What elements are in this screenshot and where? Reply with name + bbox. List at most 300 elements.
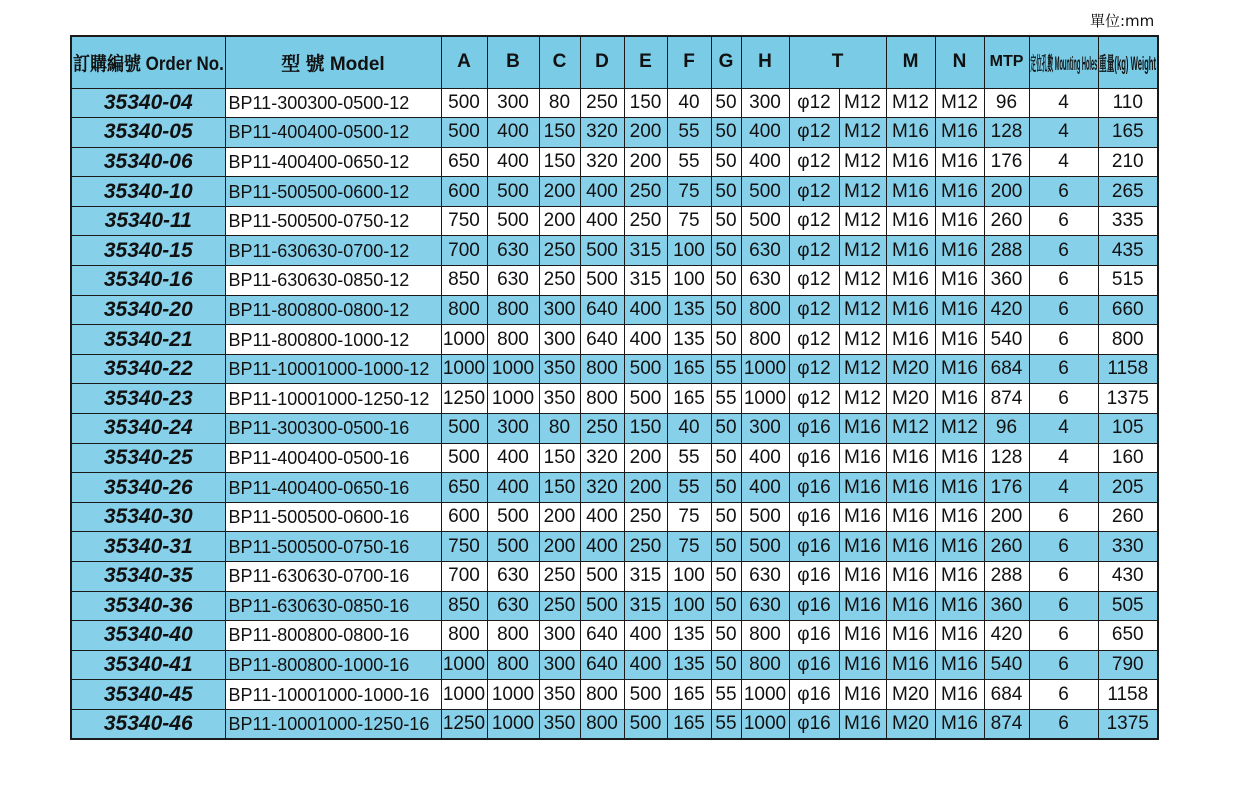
cell-text: φ12: [797, 328, 831, 350]
cell-text: M16: [941, 239, 978, 261]
cell-weight: [1098, 532, 1158, 562]
cell-text: M20: [892, 358, 929, 380]
cell-text: 50: [715, 121, 737, 143]
cell-text: 300: [749, 91, 781, 113]
cell-h: [741, 621, 789, 651]
cell-text: M16: [844, 417, 881, 439]
cell-text: 640: [586, 328, 618, 350]
cell-text: M12: [892, 91, 929, 113]
cell-h: [741, 680, 789, 710]
cell-a: [441, 591, 487, 621]
cell-weight: [1098, 562, 1158, 592]
cell-text: 250: [543, 269, 576, 291]
cell-text: 400: [749, 121, 781, 143]
cell-g: [711, 147, 741, 177]
cell-text: 500: [749, 180, 781, 202]
cell-text: 500: [629, 683, 662, 705]
cell-f: [667, 562, 711, 592]
cell-text: 55: [678, 121, 700, 143]
cell-b: [487, 532, 539, 562]
cell-text: 350: [543, 358, 576, 380]
cell-text: 96: [995, 91, 1018, 113]
cell-e: [624, 502, 667, 532]
cell-m: [886, 354, 935, 384]
cell-f: [667, 206, 711, 236]
cell-text: 55: [715, 387, 737, 409]
cell-d: [580, 414, 624, 444]
cell-text: 205: [1111, 476, 1144, 498]
cell-m: [886, 621, 935, 651]
cell-order-no: [71, 384, 225, 414]
cell-a: [441, 709, 487, 739]
cell-weight: [1098, 118, 1158, 148]
cell-text: 50: [715, 180, 737, 202]
cell-text: 35340-20: [103, 297, 193, 321]
cell-text: BP11-800800-1000-12: [228, 329, 410, 350]
cell-text: φ12: [797, 387, 831, 409]
cell-text: 700: [448, 239, 480, 261]
cell-n: [935, 118, 984, 148]
cell-mtp: [984, 532, 1029, 562]
cell-text: M12: [844, 210, 881, 232]
cell-f: [667, 118, 711, 148]
table-row: [71, 414, 1158, 444]
cell-model: [225, 236, 441, 266]
cell-text: M16: [892, 328, 929, 350]
cell-text: M12: [844, 328, 881, 350]
cell-text: BP11-400400-0650-12: [228, 151, 410, 172]
cell-f: [667, 650, 711, 680]
cell-text: 75: [678, 210, 700, 232]
cell-text: 200: [543, 210, 576, 232]
cell-m: [886, 295, 935, 325]
cell-model: [225, 414, 441, 444]
cell-c: [539, 621, 580, 651]
cell-weight: [1098, 443, 1158, 473]
cell-d: [580, 502, 624, 532]
cell-g: [711, 502, 741, 532]
cell-text: D: [595, 51, 609, 73]
cell-c: [539, 118, 580, 148]
cell-e: [624, 384, 667, 414]
cell-t-bolt: [789, 414, 839, 444]
cell-text: 1000: [743, 713, 787, 735]
cell-f: [667, 147, 711, 177]
cell-d: [580, 680, 624, 710]
cell-text: 150: [543, 150, 576, 172]
cell-model: [225, 325, 441, 355]
cell-e: [624, 591, 667, 621]
cell-text: 400: [497, 476, 529, 498]
cell-text: φ12: [797, 210, 831, 232]
cell-text: 96: [995, 417, 1018, 439]
cell-text: 150: [543, 121, 576, 143]
cell-weight: [1098, 88, 1158, 118]
cell-order-no: [71, 532, 225, 562]
cell-text: M16: [941, 298, 978, 320]
cell-t-thread: [839, 118, 886, 148]
cell-t-thread: [839, 502, 886, 532]
cell-text: 1000: [491, 358, 535, 380]
cell-mtp: [984, 266, 1029, 296]
cell-text: 640: [586, 298, 618, 320]
cell-text: φ16: [797, 535, 831, 557]
header-d: [580, 36, 624, 88]
cell-mtp: [984, 236, 1029, 266]
cell-n: [935, 502, 984, 532]
cell-m: [886, 680, 935, 710]
cell-text: G: [718, 51, 734, 73]
cell-t-bolt: [789, 266, 839, 296]
cell-text: 800: [497, 298, 529, 320]
cell-t-thread: [839, 206, 886, 236]
cell-text: 75: [678, 180, 700, 202]
cell-text: M20: [892, 683, 929, 705]
cell-order-no: [71, 147, 225, 177]
cell-mounting-holes: [1029, 354, 1098, 384]
cell-text: 135: [673, 654, 705, 676]
cell-text: 型 號 Model: [281, 53, 385, 75]
cell-text: M12: [941, 417, 978, 439]
cell-mtp: [984, 88, 1029, 118]
cell-b: [487, 354, 539, 384]
cell-text: 100: [673, 239, 705, 261]
cell-text: 800: [497, 624, 529, 646]
cell-text: 500: [629, 387, 662, 409]
cell-d: [580, 206, 624, 236]
header-row: [71, 36, 1158, 88]
cell-text: BP11-500500-0750-16: [228, 536, 410, 557]
cell-mounting-holes: [1029, 118, 1098, 148]
cell-t-bolt: [789, 709, 839, 739]
cell-mounting-holes: [1029, 88, 1098, 118]
cell-text: 1250: [442, 713, 486, 735]
cell-b: [487, 502, 539, 532]
cell-c: [539, 709, 580, 739]
cell-n: [935, 236, 984, 266]
cell-f: [667, 473, 711, 503]
cell-text: 35340-11: [104, 209, 192, 233]
cell-c: [539, 206, 580, 236]
cell-mounting-holes: [1029, 147, 1098, 177]
cell-text: BP11-10001000-1250-12: [228, 388, 430, 409]
cell-order-no: [71, 473, 225, 503]
cell-text: φ12: [797, 298, 831, 320]
cell-text: M16: [941, 180, 978, 202]
cell-m: [886, 591, 935, 621]
cell-f: [667, 532, 711, 562]
cell-text: 135: [673, 328, 705, 350]
cell-text: M20: [892, 713, 929, 735]
table-row: [71, 591, 1158, 621]
cell-weight: [1098, 236, 1158, 266]
cell-text: M12: [844, 239, 881, 261]
cell-text: 35340-04: [103, 90, 193, 114]
cell-m: [886, 414, 935, 444]
cell-t-thread: [839, 562, 886, 592]
cell-text: 850: [448, 594, 480, 616]
cell-mtp: [984, 621, 1029, 651]
cell-text: M16: [844, 506, 881, 528]
cell-mounting-holes: [1029, 177, 1098, 207]
cell-text: 335: [1111, 210, 1144, 232]
cell-text: M16: [941, 150, 978, 172]
cell-text: E: [639, 51, 652, 73]
cell-c: [539, 266, 580, 296]
cell-weight: [1098, 266, 1158, 296]
cell-weight: [1098, 354, 1158, 384]
cell-t-thread: [839, 532, 886, 562]
cell-m: [886, 502, 935, 532]
cell-mounting-holes: [1029, 532, 1098, 562]
cell-text: 200: [990, 506, 1023, 528]
cell-text: 320: [586, 150, 618, 172]
cell-t-thread: [839, 473, 886, 503]
cell-e: [624, 562, 667, 592]
cell-text: 400: [497, 121, 529, 143]
cell-text: 50: [715, 565, 737, 587]
cell-text: 165: [1111, 121, 1144, 143]
cell-text: M16: [941, 535, 978, 557]
cell-f: [667, 325, 711, 355]
cell-weight: [1098, 591, 1158, 621]
cell-a: [441, 147, 487, 177]
cell-text: 1375: [1106, 387, 1149, 409]
cell-text: 800: [497, 654, 529, 676]
cell-a: [441, 414, 487, 444]
cell-e: [624, 266, 667, 296]
cell-text: 540: [990, 328, 1023, 350]
cell-mtp: [984, 295, 1029, 325]
cell-model: [225, 532, 441, 562]
cell-a: [441, 177, 487, 207]
cell-f: [667, 621, 711, 651]
cell-text: 265: [1111, 180, 1144, 202]
cell-text: M16: [941, 654, 978, 676]
cell-h: [741, 266, 789, 296]
cell-text: 300: [543, 624, 576, 646]
cell-order-no: [71, 680, 225, 710]
cell-text: 35340-45: [103, 682, 193, 706]
cell-d: [580, 650, 624, 680]
table-row: [71, 562, 1158, 592]
cell-text: 400: [586, 180, 618, 202]
cell-text: M16: [941, 358, 978, 380]
cell-text: 500: [448, 417, 480, 439]
cell-model: [225, 206, 441, 236]
cell-b: [487, 236, 539, 266]
cell-text: 1250: [442, 387, 486, 409]
cell-text: BP11-500500-0600-16: [228, 507, 410, 528]
cell-m: [886, 473, 935, 503]
cell-g: [711, 295, 741, 325]
cell-e: [624, 414, 667, 444]
cell-g: [711, 532, 741, 562]
cell-mounting-holes: [1029, 591, 1098, 621]
table-row: [71, 650, 1158, 680]
cell-weight: [1098, 621, 1158, 651]
cell-text: M16: [941, 683, 978, 705]
cell-a: [441, 473, 487, 503]
cell-t-thread: [839, 354, 886, 384]
cell-text: 250: [543, 239, 576, 261]
cell-text: 50: [715, 535, 737, 557]
cell-f: [667, 354, 711, 384]
cell-text: 1000: [442, 683, 486, 705]
cell-text: M16: [941, 506, 978, 528]
cell-c: [539, 236, 580, 266]
cell-t-bolt: [789, 532, 839, 562]
cell-text: B: [506, 51, 520, 73]
cell-text: 1158: [1107, 683, 1149, 705]
cell-t-thread: [839, 295, 886, 325]
cell-t-bolt: [789, 206, 839, 236]
cell-model: [225, 295, 441, 325]
cell-mtp: [984, 709, 1029, 739]
cell-text: 55: [715, 683, 737, 705]
cell-b: [487, 709, 539, 739]
cell-g: [711, 118, 741, 148]
cell-text: 6: [1058, 387, 1069, 409]
cell-m: [886, 384, 935, 414]
cell-text: 35340-22: [103, 357, 193, 381]
cell-c: [539, 532, 580, 562]
cell-h: [741, 325, 789, 355]
cell-h: [741, 354, 789, 384]
cell-f: [667, 414, 711, 444]
cell-g: [711, 325, 741, 355]
cell-a: [441, 650, 487, 680]
cell-text: 1000: [491, 387, 535, 409]
cell-n: [935, 206, 984, 236]
cell-order-no: [71, 118, 225, 148]
cell-text: T: [831, 51, 844, 73]
cell-text: BP11-630630-0850-16: [228, 595, 410, 616]
cell-order-no: [71, 709, 225, 739]
cell-mtp: [984, 384, 1029, 414]
cell-order-no: [71, 621, 225, 651]
cell-text: 4: [1058, 417, 1069, 439]
cell-text: 6: [1058, 506, 1069, 528]
cell-mtp: [984, 680, 1029, 710]
cell-text: φ16: [797, 713, 831, 735]
cell-model: [225, 473, 441, 503]
cell-d: [580, 384, 624, 414]
cell-text: 350: [543, 683, 576, 705]
cell-t-bolt: [789, 562, 839, 592]
cell-text: 50: [715, 91, 737, 113]
cell-text: 800: [749, 624, 781, 646]
cell-text: 540: [990, 654, 1023, 676]
cell-h: [741, 384, 789, 414]
cell-order-no: [71, 414, 225, 444]
cell-text: 100: [673, 594, 705, 616]
cell-weight: [1098, 325, 1158, 355]
cell-text: MTP: [989, 53, 1024, 71]
cell-text: 128: [990, 121, 1023, 143]
cell-text: 420: [990, 298, 1023, 320]
cell-c: [539, 680, 580, 710]
cell-text: φ16: [797, 506, 831, 528]
cell-text: φ16: [797, 624, 831, 646]
cell-text: M16: [941, 476, 978, 498]
cell-text: 400: [629, 624, 662, 646]
cell-e: [624, 621, 667, 651]
cell-model: [225, 709, 441, 739]
cell-a: [441, 295, 487, 325]
cell-text: 420: [990, 624, 1023, 646]
cell-e: [624, 709, 667, 739]
cell-f: [667, 88, 711, 118]
cell-n: [935, 562, 984, 592]
cell-text: 1000: [743, 358, 787, 380]
cell-text: M16: [892, 150, 929, 172]
cell-g: [711, 206, 741, 236]
cell-text: 250: [586, 417, 618, 439]
cell-c: [539, 591, 580, 621]
cell-mtp: [984, 354, 1029, 384]
cell-g: [711, 414, 741, 444]
cell-d: [580, 118, 624, 148]
cell-text: 800: [448, 624, 480, 646]
cell-text: 500: [586, 269, 618, 291]
cell-text: M12: [941, 91, 978, 113]
cell-t-bolt: [789, 118, 839, 148]
cell-t-bolt: [789, 473, 839, 503]
cell-text: BP11-500500-0750-12: [228, 211, 410, 232]
cell-text: 50: [715, 298, 737, 320]
cell-text: 260: [990, 535, 1023, 557]
cell-text: 650: [448, 150, 480, 172]
cell-text: 630: [497, 594, 529, 616]
cell-mtp: [984, 562, 1029, 592]
cell-text: M16: [941, 624, 978, 646]
cell-text: M16: [844, 713, 881, 735]
cell-n: [935, 443, 984, 473]
cell-n: [935, 414, 984, 444]
cell-g: [711, 88, 741, 118]
cell-text: M16: [892, 210, 929, 232]
cell-text: φ12: [797, 121, 831, 143]
cell-c: [539, 473, 580, 503]
cell-text: 500: [497, 180, 529, 202]
cell-text: 35340-41: [103, 653, 193, 677]
cell-t-bolt: [789, 88, 839, 118]
cell-text: 320: [586, 476, 618, 498]
cell-text: φ12: [797, 269, 831, 291]
cell-a: [441, 266, 487, 296]
cell-a: [441, 206, 487, 236]
cell-text: BP11-800800-0800-16: [228, 625, 410, 646]
cell-order-no: [71, 325, 225, 355]
cell-e: [624, 473, 667, 503]
cell-text: 300: [497, 91, 529, 113]
cell-text: BP11-10001000-1000-16: [228, 684, 430, 705]
table-row: [71, 709, 1158, 739]
cell-text: 165: [673, 683, 705, 705]
cell-text: M16: [892, 594, 929, 616]
cell-text: 165: [673, 358, 705, 380]
cell-text: 35340-23: [103, 386, 193, 410]
cell-text: 50: [715, 476, 737, 498]
cell-order-no: [71, 295, 225, 325]
cell-t-thread: [839, 680, 886, 710]
cell-t-bolt: [789, 354, 839, 384]
cell-text: 800: [749, 298, 781, 320]
cell-c: [539, 354, 580, 384]
cell-text: BP11-630630-0700-16: [228, 566, 410, 587]
cell-text: M16: [844, 683, 881, 705]
